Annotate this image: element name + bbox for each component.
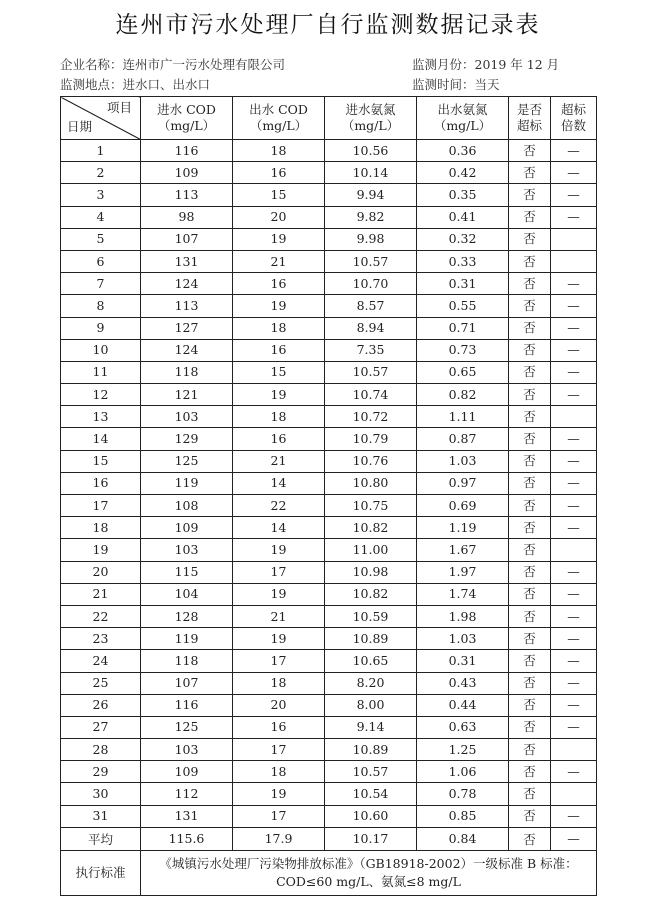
cell-date: 16 xyxy=(61,472,141,494)
cell-influent-ammonia: 10.79 xyxy=(325,428,417,450)
cell-exceeded: 否 xyxy=(509,450,551,472)
header-influent-ammonia: 进水氨氮 （mg/L） xyxy=(325,97,417,140)
cell-effluent-ammonia: 0.78 xyxy=(417,783,509,805)
cell-exceeded: 否 xyxy=(509,295,551,317)
cell-effluent-ammonia: 1.06 xyxy=(417,761,509,783)
table-row xyxy=(61,317,597,339)
company-label: 企业名称： xyxy=(60,57,123,72)
table-row xyxy=(61,783,597,805)
header-effluent-ammonia: 出水氨氮 （mg/L） xyxy=(417,97,509,140)
table-row xyxy=(61,517,597,539)
cell-effluent-cod: 20 xyxy=(233,694,325,716)
cell-exceeded: 否 xyxy=(509,339,551,361)
cell-influent-cod: 116 xyxy=(141,140,233,162)
cell-effluent-cod: 19 xyxy=(233,539,325,561)
cell-effluent-ammonia: 0.63 xyxy=(417,716,509,738)
cell-effluent-ammonia: 0.44 xyxy=(417,694,509,716)
table-row xyxy=(61,206,597,228)
cell-exceed-multiple: — xyxy=(551,495,597,517)
cell-effluent-cod: 19 xyxy=(233,628,325,650)
cell-exceed-multiple: — xyxy=(551,716,597,738)
table-row xyxy=(61,162,597,184)
cell-effluent-ammonia: 1.03 xyxy=(417,450,509,472)
cell-exceeded: 否 xyxy=(509,384,551,406)
cell-effluent-ammonia: 1.98 xyxy=(417,605,509,627)
cell-exceed-multiple: — xyxy=(551,295,597,317)
time-value: 当天 xyxy=(474,77,500,92)
cell-exceeded: 否 xyxy=(509,650,551,672)
table-row xyxy=(61,384,597,406)
cell-influent-ammonia: 10.80 xyxy=(325,472,417,494)
cell-effluent-cod: 14 xyxy=(233,517,325,539)
month-field xyxy=(412,55,559,73)
table-row xyxy=(61,539,597,561)
cell-date: 3 xyxy=(61,184,141,206)
cell-effluent-ammonia: 0.82 xyxy=(417,384,509,406)
cell-exceed-multiple: — xyxy=(551,450,597,472)
cell-effluent-ammonia: 1.03 xyxy=(417,628,509,650)
cell-influent-ammonia: 10.89 xyxy=(325,628,417,650)
cell-date: 1 xyxy=(61,140,141,162)
cell-exceeded: 否 xyxy=(509,428,551,450)
header-influent-cod: 进水 COD （mg/L） xyxy=(141,97,233,140)
table-row xyxy=(61,140,597,162)
cell-effluent-cod: 16 xyxy=(233,428,325,450)
cell-influent-ammonia: 9.14 xyxy=(325,716,417,738)
cell-exceed-multiple: — xyxy=(551,317,597,339)
cell-effluent-ammonia: 0.87 xyxy=(417,428,509,450)
cell-effluent-cod: 17 xyxy=(233,805,325,827)
cell-effluent-ammonia: 0.31 xyxy=(417,650,509,672)
cell-influent-cod: 127 xyxy=(141,317,233,339)
cell-influent-cod: 131 xyxy=(141,250,233,272)
cell-exceed-multiple xyxy=(551,783,597,805)
corner-date-label: 日期 xyxy=(67,119,93,134)
cell-exceeded: 否 xyxy=(509,539,551,561)
cell-effluent-cod: 22 xyxy=(233,495,325,517)
cell-effluent-ammonia: 0.36 xyxy=(417,140,509,162)
cell-influent-ammonia: 10.74 xyxy=(325,384,417,406)
cell-effluent-cod: 18 xyxy=(233,672,325,694)
cell-exceeded: 否 xyxy=(509,739,551,761)
cell-influent-ammonia: 10.82 xyxy=(325,583,417,605)
company-field xyxy=(60,55,285,73)
average-exceed-multiple: — xyxy=(551,827,597,850)
company-value: 连州市广一污水处理有限公司 xyxy=(122,57,286,72)
cell-effluent-ammonia: 1.67 xyxy=(417,539,509,561)
cell-effluent-ammonia: 0.65 xyxy=(417,361,509,383)
cell-influent-cod: 125 xyxy=(141,716,233,738)
corner-item-label: 项目 xyxy=(106,100,132,115)
data-rows xyxy=(61,140,597,828)
cell-effluent-ammonia: 0.85 xyxy=(417,805,509,827)
table-row xyxy=(61,805,597,827)
cell-effluent-ammonia: 0.55 xyxy=(417,295,509,317)
cell-influent-cod: 109 xyxy=(141,517,233,539)
cell-date: 30 xyxy=(61,783,141,805)
cell-exceeded: 否 xyxy=(509,716,551,738)
cell-effluent-cod: 16 xyxy=(233,273,325,295)
average-exceeded: 否 xyxy=(509,827,551,850)
cell-exceed-multiple: — xyxy=(551,384,597,406)
average-effluent-ammonia: 0.84 xyxy=(417,827,509,850)
table-row xyxy=(61,561,597,583)
average-row xyxy=(61,827,597,850)
cell-influent-ammonia: 10.89 xyxy=(325,739,417,761)
cell-exceed-multiple xyxy=(551,539,597,561)
cell-exceed-multiple xyxy=(551,739,597,761)
table-row xyxy=(61,739,597,761)
cell-influent-cod: 103 xyxy=(141,739,233,761)
standard-text: 《城镇污水处理厂污染物排放标准》（GB18918-2002）一级标准 B 标准：COD≤60 mg/L、氨氮≤8 mg/L xyxy=(141,850,597,895)
cell-influent-cod: 104 xyxy=(141,583,233,605)
cell-effluent-ammonia: 0.71 xyxy=(417,317,509,339)
cell-effluent-ammonia: 0.41 xyxy=(417,206,509,228)
cell-influent-cod: 131 xyxy=(141,805,233,827)
cell-date: 24 xyxy=(61,650,141,672)
cell-exceed-multiple: — xyxy=(551,184,597,206)
table-row xyxy=(61,428,597,450)
cell-effluent-cod: 21 xyxy=(233,450,325,472)
cell-exceeded: 否 xyxy=(509,361,551,383)
cell-effluent-cod: 19 xyxy=(233,384,325,406)
cell-influent-ammonia: 10.14 xyxy=(325,162,417,184)
month-label: 监测月份： xyxy=(412,57,475,72)
cell-influent-ammonia: 10.57 xyxy=(325,250,417,272)
average-influent-cod: 115.6 xyxy=(141,827,233,850)
cell-influent-cod: 119 xyxy=(141,628,233,650)
table-row xyxy=(61,605,597,627)
cell-influent-cod: 124 xyxy=(141,339,233,361)
cell-exceed-multiple: — xyxy=(551,273,597,295)
page-title: 连州市污水处理厂自行监测数据记录表 xyxy=(115,12,541,38)
table-row xyxy=(61,472,597,494)
cell-exceed-multiple xyxy=(551,228,597,250)
cell-exceeded: 否 xyxy=(509,162,551,184)
cell-influent-cod: 128 xyxy=(141,605,233,627)
cell-effluent-ammonia: 0.31 xyxy=(417,273,509,295)
cell-influent-cod: 115 xyxy=(141,561,233,583)
time-field xyxy=(412,75,500,93)
cell-influent-ammonia: 9.98 xyxy=(325,228,417,250)
cell-effluent-cod: 17 xyxy=(233,650,325,672)
cell-influent-cod: 113 xyxy=(141,295,233,317)
cell-influent-ammonia: 7.35 xyxy=(325,339,417,361)
cell-effluent-cod: 21 xyxy=(233,605,325,627)
cell-influent-cod: 113 xyxy=(141,184,233,206)
table-row xyxy=(61,583,597,605)
cell-exceeded: 否 xyxy=(509,517,551,539)
cell-effluent-ammonia: 1.11 xyxy=(417,406,509,428)
cell-influent-ammonia: 8.94 xyxy=(325,317,417,339)
cell-exceeded: 否 xyxy=(509,583,551,605)
cell-exceeded: 否 xyxy=(509,805,551,827)
cell-date: 29 xyxy=(61,761,141,783)
cell-exceed-multiple: — xyxy=(551,517,597,539)
location-value: 进水口、出水口 xyxy=(122,77,211,92)
cell-effluent-cod: 16 xyxy=(233,716,325,738)
cell-date: 17 xyxy=(61,495,141,517)
cell-influent-ammonia: 10.57 xyxy=(325,361,417,383)
cell-exceed-multiple: — xyxy=(551,628,597,650)
cell-exceed-multiple: — xyxy=(551,605,597,627)
cell-date: 22 xyxy=(61,605,141,627)
cell-influent-cod: 107 xyxy=(141,672,233,694)
cell-exceed-multiple xyxy=(551,250,597,272)
average-effluent-cod: 17.9 xyxy=(233,827,325,850)
cell-exceeded: 否 xyxy=(509,406,551,428)
table-row xyxy=(61,250,597,272)
cell-influent-cod: 124 xyxy=(141,273,233,295)
table-row xyxy=(61,339,597,361)
average-influent-ammonia: 10.17 xyxy=(325,827,417,850)
cell-influent-ammonia: 8.20 xyxy=(325,672,417,694)
cell-influent-cod: 109 xyxy=(141,761,233,783)
header-exceeded: 是否 超标 xyxy=(509,97,551,140)
cell-influent-cod: 103 xyxy=(141,406,233,428)
cell-influent-ammonia: 10.75 xyxy=(325,495,417,517)
cell-effluent-cod: 19 xyxy=(233,783,325,805)
cell-exceeded: 否 xyxy=(509,694,551,716)
cell-effluent-cod: 19 xyxy=(233,583,325,605)
cell-exceeded: 否 xyxy=(509,206,551,228)
cell-influent-cod: 107 xyxy=(141,228,233,250)
cell-date: 20 xyxy=(61,561,141,583)
cell-date: 8 xyxy=(61,295,141,317)
cell-effluent-cod: 19 xyxy=(233,295,325,317)
cell-date: 19 xyxy=(61,539,141,561)
cell-influent-ammonia: 10.98 xyxy=(325,561,417,583)
cell-effluent-ammonia: 0.32 xyxy=(417,228,509,250)
cell-exceed-multiple: — xyxy=(551,206,597,228)
cell-effluent-cod: 18 xyxy=(233,140,325,162)
cell-effluent-cod: 18 xyxy=(233,317,325,339)
cell-influent-ammonia: 8.57 xyxy=(325,295,417,317)
cell-exceeded: 否 xyxy=(509,628,551,650)
header-effluent-cod: 出水 COD （mg/L） xyxy=(233,97,325,140)
table-row xyxy=(61,295,597,317)
cell-effluent-ammonia: 1.25 xyxy=(417,739,509,761)
cell-date: 28 xyxy=(61,739,141,761)
table-row xyxy=(61,650,597,672)
cell-effluent-ammonia: 1.74 xyxy=(417,583,509,605)
cell-influent-ammonia: 10.57 xyxy=(325,761,417,783)
cell-effluent-ammonia: 0.69 xyxy=(417,495,509,517)
standard-row xyxy=(61,850,597,895)
cell-exceeded: 否 xyxy=(509,472,551,494)
cell-exceed-multiple xyxy=(551,406,597,428)
monitoring-table xyxy=(60,96,597,896)
table-row xyxy=(61,495,597,517)
table-row xyxy=(61,694,597,716)
cell-date: 14 xyxy=(61,428,141,450)
cell-effluent-cod: 15 xyxy=(233,184,325,206)
table-row xyxy=(61,184,597,206)
cell-effluent-cod: 16 xyxy=(233,162,325,184)
cell-effluent-cod: 18 xyxy=(233,761,325,783)
table-row xyxy=(61,273,597,295)
cell-influent-ammonia: 10.82 xyxy=(325,517,417,539)
table-row xyxy=(61,228,597,250)
cell-date: 21 xyxy=(61,583,141,605)
cell-influent-ammonia: 10.59 xyxy=(325,605,417,627)
cell-effluent-ammonia: 1.19 xyxy=(417,517,509,539)
month-value: 2019 年 12 月 xyxy=(474,57,560,72)
cell-date: 9 xyxy=(61,317,141,339)
cell-exceed-multiple: — xyxy=(551,472,597,494)
cell-exceeded: 否 xyxy=(509,250,551,272)
cell-exceed-multiple: — xyxy=(551,761,597,783)
cell-effluent-ammonia: 1.97 xyxy=(417,561,509,583)
cell-effluent-ammonia: 0.43 xyxy=(417,672,509,694)
cell-influent-cod: 98 xyxy=(141,206,233,228)
cell-exceed-multiple: — xyxy=(551,140,597,162)
cell-effluent-cod: 20 xyxy=(233,206,325,228)
table-row xyxy=(61,406,597,428)
cell-exceeded: 否 xyxy=(509,783,551,805)
cell-exceeded: 否 xyxy=(509,605,551,627)
header-row xyxy=(61,97,597,140)
cell-influent-ammonia: 8.00 xyxy=(325,694,417,716)
standard-label: 执行标准 xyxy=(61,850,141,895)
cell-influent-ammonia: 10.60 xyxy=(325,805,417,827)
cell-influent-ammonia: 10.54 xyxy=(325,783,417,805)
cell-date: 15 xyxy=(61,450,141,472)
cell-date: 2 xyxy=(61,162,141,184)
cell-exceeded: 否 xyxy=(509,561,551,583)
cell-effluent-cod: 16 xyxy=(233,339,325,361)
cell-date: 4 xyxy=(61,206,141,228)
cell-influent-cod: 129 xyxy=(141,428,233,450)
cell-exceed-multiple: — xyxy=(551,162,597,184)
cell-effluent-ammonia: 0.97 xyxy=(417,472,509,494)
cell-exceed-multiple: — xyxy=(551,583,597,605)
cell-exceed-multiple: — xyxy=(551,428,597,450)
cell-date: 27 xyxy=(61,716,141,738)
cell-influent-cod: 125 xyxy=(141,450,233,472)
cell-influent-ammonia: 10.72 xyxy=(325,406,417,428)
cell-date: 18 xyxy=(61,517,141,539)
cell-effluent-cod: 14 xyxy=(233,472,325,494)
cell-influent-ammonia: 9.82 xyxy=(325,206,417,228)
location-label: 监测地点： xyxy=(60,77,123,92)
cell-effluent-cod: 18 xyxy=(233,406,325,428)
cell-exceed-multiple: — xyxy=(551,805,597,827)
cell-exceeded: 否 xyxy=(509,184,551,206)
cell-date: 23 xyxy=(61,628,141,650)
cell-effluent-cod: 17 xyxy=(233,561,325,583)
cell-influent-cod: 118 xyxy=(141,650,233,672)
cell-effluent-ammonia: 0.73 xyxy=(417,339,509,361)
table-row xyxy=(61,361,597,383)
cell-influent-cod: 118 xyxy=(141,361,233,383)
table-row xyxy=(61,450,597,472)
cell-effluent-ammonia: 0.42 xyxy=(417,162,509,184)
cell-exceeded: 否 xyxy=(509,140,551,162)
cell-influent-cod: 112 xyxy=(141,783,233,805)
cell-date: 11 xyxy=(61,361,141,383)
table-row xyxy=(61,761,597,783)
cell-effluent-cod: 21 xyxy=(233,250,325,272)
cell-date: 6 xyxy=(61,250,141,272)
cell-exceed-multiple: — xyxy=(551,361,597,383)
cell-effluent-cod: 19 xyxy=(233,228,325,250)
cell-effluent-ammonia: 0.35 xyxy=(417,184,509,206)
cell-influent-ammonia: 10.70 xyxy=(325,273,417,295)
cell-exceeded: 否 xyxy=(509,317,551,339)
cell-date: 12 xyxy=(61,384,141,406)
cell-date: 31 xyxy=(61,805,141,827)
cell-exceed-multiple: — xyxy=(551,650,597,672)
cell-influent-cod: 108 xyxy=(141,495,233,517)
cell-exceeded: 否 xyxy=(509,761,551,783)
cell-date: 7 xyxy=(61,273,141,295)
header-exceed-multiple: 超标 倍数 xyxy=(551,97,597,140)
corner-header xyxy=(61,97,141,140)
cell-exceed-multiple: — xyxy=(551,561,597,583)
table-row xyxy=(61,628,597,650)
cell-exceeded: 否 xyxy=(509,228,551,250)
cell-influent-cod: 119 xyxy=(141,472,233,494)
cell-influent-cod: 121 xyxy=(141,384,233,406)
cell-exceeded: 否 xyxy=(509,672,551,694)
cell-exceeded: 否 xyxy=(509,495,551,517)
table-row xyxy=(61,672,597,694)
cell-date: 13 xyxy=(61,406,141,428)
cell-effluent-cod: 15 xyxy=(233,361,325,383)
cell-influent-ammonia: 10.65 xyxy=(325,650,417,672)
cell-date: 26 xyxy=(61,694,141,716)
average-label: 平均 xyxy=(61,827,141,850)
cell-date: 5 xyxy=(61,228,141,250)
cell-influent-cod: 109 xyxy=(141,162,233,184)
time-label: 监测时间： xyxy=(412,77,475,92)
cell-exceed-multiple: — xyxy=(551,672,597,694)
location-field xyxy=(60,75,210,93)
cell-effluent-cod: 17 xyxy=(233,739,325,761)
cell-influent-ammonia: 10.76 xyxy=(325,450,417,472)
cell-influent-ammonia: 9.94 xyxy=(325,184,417,206)
table-row xyxy=(61,716,597,738)
cell-influent-cod: 116 xyxy=(141,694,233,716)
cell-date: 25 xyxy=(61,672,141,694)
cell-exceeded: 否 xyxy=(509,273,551,295)
cell-exceed-multiple: — xyxy=(551,339,597,361)
cell-exceed-multiple: — xyxy=(551,694,597,716)
cell-influent-ammonia: 11.00 xyxy=(325,539,417,561)
cell-influent-ammonia: 10.56 xyxy=(325,140,417,162)
cell-effluent-ammonia: 0.33 xyxy=(417,250,509,272)
cell-influent-cod: 103 xyxy=(141,539,233,561)
cell-date: 10 xyxy=(61,339,141,361)
